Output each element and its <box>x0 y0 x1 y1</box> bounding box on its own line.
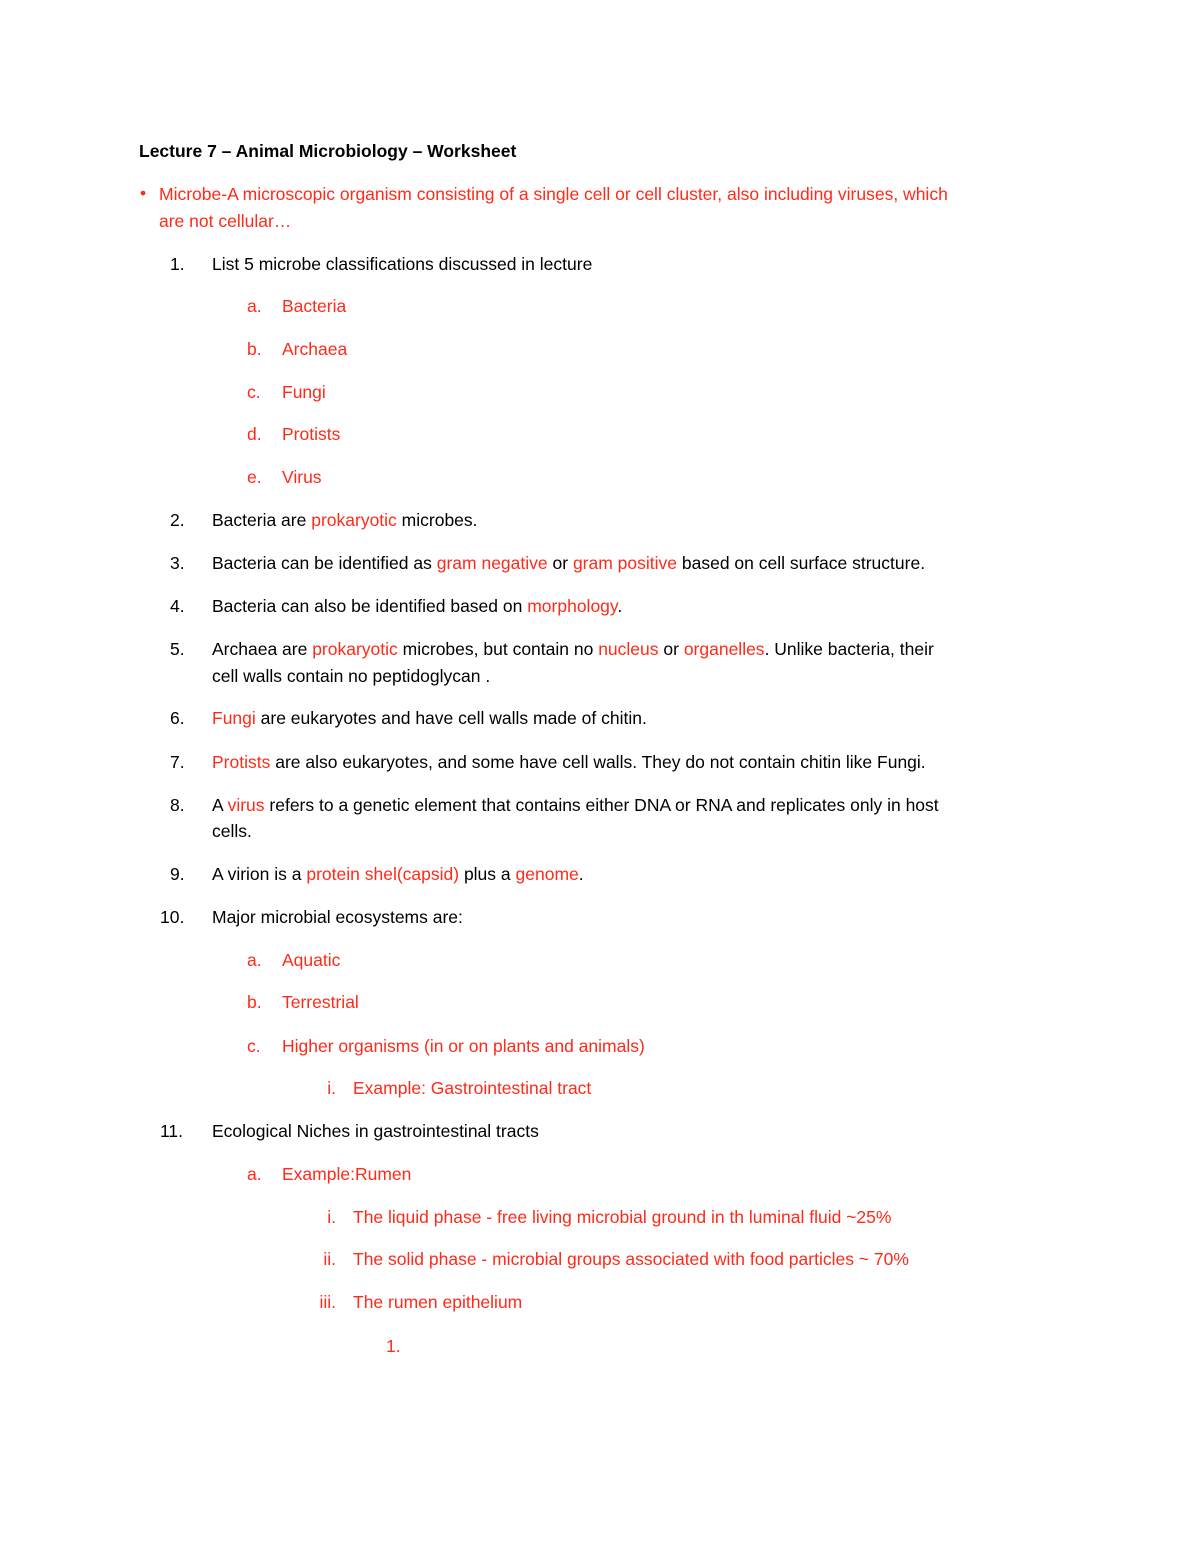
question-11-text: Ecological Niches in gastrointestinal tracts <box>212 1121 539 1141</box>
question-4-text: Bacteria can also be identified based on morphology. <box>212 596 623 616</box>
example-rumen: Example:Rumen <box>282 1164 412 1184</box>
question-number: 7. <box>170 752 185 772</box>
question-number: 6. <box>170 708 185 728</box>
answer-protists: Protists <box>282 424 341 444</box>
answer-marker: b. <box>247 992 262 1012</box>
liquid-phase: The liquid phase - free living microbial ground in th luminal fluid ~25% <box>353 1207 892 1227</box>
answer-marker: d. <box>247 424 262 444</box>
question-number: 10. <box>160 907 185 927</box>
question-number: 1. <box>170 254 185 274</box>
example-gi-tract: Example: Gastrointestinal tract <box>353 1078 592 1098</box>
answer-marker: e. <box>247 467 262 487</box>
answer-fungi: Fungi <box>282 382 326 402</box>
microbe-definition-line2: are not cellular… <box>159 211 292 231</box>
question-7-text: Protists are also eukaryotes, and some have cell walls. They do not contain chitin like Fungi. <box>212 752 926 772</box>
question-number: 4. <box>170 596 185 616</box>
question-5-text-line2: cell walls contain no peptidoglycan . <box>212 666 491 686</box>
question-1-text: List 5 microbe classifications discussed in lecture <box>212 254 593 274</box>
answer-archaea: Archaea <box>282 339 348 359</box>
answer-marker: a. <box>247 1164 262 1184</box>
answer-marker: b. <box>247 339 262 359</box>
question-5-text: Archaea are prokaryotic microbes, but contain no nucleus or organelles. Unlike bacteria, their <box>212 639 934 659</box>
solid-phase: The solid phase - microbial groups associated with food particles ~ 70% <box>353 1249 909 1269</box>
answer-bacteria: Bacteria <box>282 296 347 316</box>
roman-marker: i. <box>327 1207 336 1227</box>
answer-aquatic: Aquatic <box>282 950 341 970</box>
answer-marker: c. <box>247 1036 261 1056</box>
question-number: 9. <box>170 864 185 884</box>
question-6-text: Fungi are eukaryotes and have cell walls made of chitin. <box>212 708 647 728</box>
question-number: 5. <box>170 639 185 659</box>
bullet-icon: • <box>140 183 147 203</box>
question-number: 8. <box>170 795 185 815</box>
answer-marker: a. <box>247 296 262 316</box>
page-title: Lecture 7 – Animal Microbiology – Worksheet <box>139 141 517 161</box>
roman-marker: ii. <box>323 1249 336 1269</box>
question-9-text: A virion is a protein shel(capsid) plus a genome. <box>212 864 584 884</box>
answer-terrestrial: Terrestrial <box>282 992 359 1012</box>
question-3-text: Bacteria can be identified as gram negative or gram positive based on cell surface structure. <box>212 553 926 573</box>
answer-marker: a. <box>247 950 262 970</box>
question-8-text: A virus refers to a genetic element that contains either DNA or RNA and replicates only in host <box>212 795 939 815</box>
answer-virus: Virus <box>282 467 322 487</box>
roman-marker: iii. <box>319 1292 336 1312</box>
microbe-definition-line1: Microbe-A microscopic organism consisting of a single cell or cell cluster, also including viruses, which <box>159 184 948 204</box>
question-number: 2. <box>170 510 185 530</box>
answer-higher-organisms: Higher organisms (in or on plants and animals) <box>282 1036 645 1056</box>
question-10-text: Major microbial ecosystems are: <box>212 907 463 927</box>
question-2-text: Bacteria are prokaryotic microbes. <box>212 510 478 530</box>
rumen-epithelium: The rumen epithelium <box>353 1292 523 1312</box>
answer-marker: c. <box>247 382 261 402</box>
question-number: 11. <box>160 1121 184 1141</box>
empty-list-marker: 1. <box>386 1336 401 1356</box>
roman-marker: i. <box>327 1078 336 1098</box>
question-number: 3. <box>170 553 185 573</box>
question-8-text-line2: cells. <box>212 821 252 841</box>
